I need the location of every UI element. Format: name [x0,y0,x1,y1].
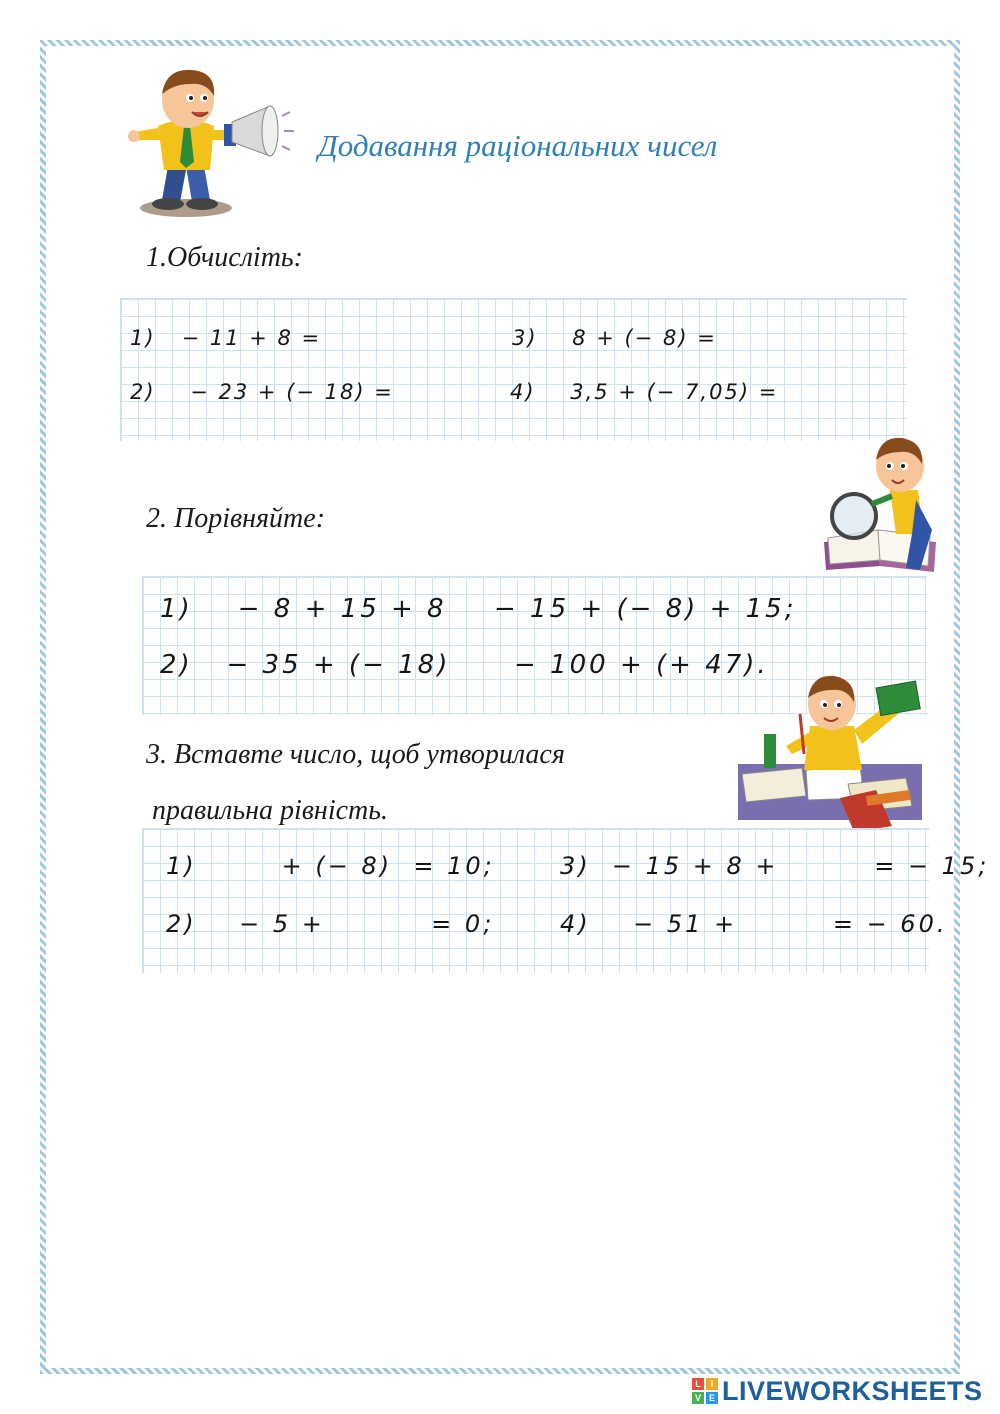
task2-item-2-left: 2) − 35 + (− 18) [160,650,451,680]
task1-item-2: 2) − 23 + (− 18) = [130,380,394,404]
liveworksheets-logo [692,1374,983,1408]
task2-item-1-left: 1) − 8 + 15 + 8 [160,594,447,624]
task3-grid [142,828,929,973]
boy-megaphone-illustration [128,66,298,218]
task3-heading-line2: правильна рівність. [152,795,388,826]
task3-item-4: 4) − 51 + = − 60. [560,910,948,938]
task3-item-2: 2) − 5 + = 0; [166,910,495,938]
boy-books-illustration [736,674,926,832]
logo-letter-e: E [706,1392,718,1404]
task1-heading: 1.Обчисліть: [146,242,303,273]
logo-letter-i: I [706,1378,718,1390]
task1-item-3: 3) 8 + (− 8) = [512,326,717,350]
task1-item-4: 4) 3,5 + (− 7,05) = [510,380,779,404]
logo-letter-v: V [692,1392,704,1404]
task1-grid [120,298,907,441]
boy-magnifier-illustration [820,430,944,576]
task2-item-2-right: − 100 + (+ 47). [514,650,769,680]
page-title: Додавання раціональних чисел [318,128,718,163]
logo-letter-l: L [692,1378,704,1390]
task2-heading: 2. Порівняйте: [146,503,326,534]
logo-mark-icon [692,1378,718,1404]
task3-heading-line1: 3. Вставте число, щоб утворилася [146,739,565,770]
task3-item-3: 3) − 15 + 8 + = − 15; [560,852,990,880]
task3-item-1: 1) + (− 8) = 10; [166,852,495,880]
logo-text: LIVEWORKSHEETS [722,1375,983,1406]
task1-item-1: 1) − 11 + 8 = [130,326,322,350]
task2-item-1-right: − 15 + (− 8) + 15; [494,594,797,624]
